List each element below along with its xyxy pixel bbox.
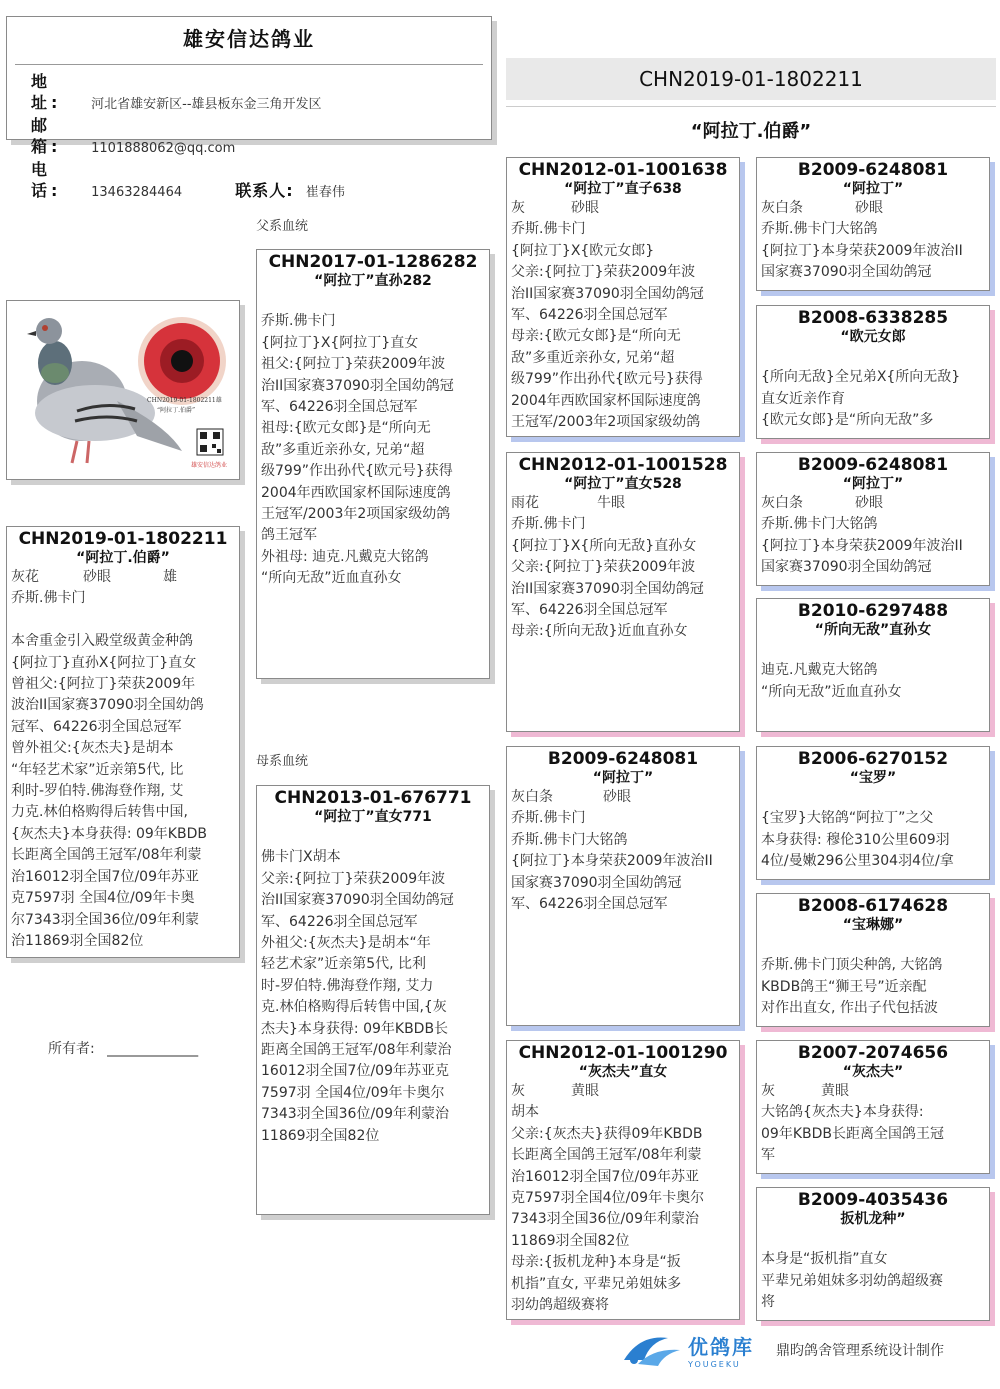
dam-dam-card bbox=[506, 1040, 740, 1320]
dam-name: “阿拉丁”直女771 bbox=[314, 809, 432, 825]
main-ring-number: CHN2019-01-1802211 bbox=[506, 58, 996, 100]
dam-dam-name: “灰杰夫”直女 bbox=[578, 1064, 668, 1080]
sire-sire-line: 军、64226羽全国总冠军 bbox=[511, 307, 668, 324]
gg5-line bbox=[761, 787, 985, 808]
dam-dam-ring: CHN2012-01-1001290 bbox=[518, 1043, 728, 1063]
dam-dam-color: 灰 bbox=[511, 1083, 525, 1099]
sire-line: 乔斯.佛卡门 bbox=[261, 313, 336, 330]
gg3-ring: B2009-6248081 bbox=[797, 455, 949, 475]
gg4-line bbox=[761, 639, 985, 660]
sire-sire-line: 父亲:{阿拉丁}荣获2009年波 bbox=[511, 264, 696, 281]
sire-name: “阿拉丁”直孙282 bbox=[314, 273, 432, 289]
company-title: 雄安信达鸽业 bbox=[183, 27, 315, 51]
sire-dam-color: 雨花 bbox=[511, 495, 539, 511]
dam-sire-line: 国家赛37090羽全国幼鸽冠 bbox=[511, 874, 682, 891]
subject-line: “年轻艺术家”近亲第5代, 比 bbox=[11, 761, 184, 778]
sire-line: {阿拉丁}X{阿拉丁}直女 bbox=[261, 334, 419, 351]
dam-dam-line: 7343羽全国36位/09年利蒙治 bbox=[511, 1211, 699, 1228]
sire-line: “所向无敌”近血直孙女 bbox=[261, 570, 402, 587]
sire-line bbox=[261, 290, 485, 311]
gg1-traits-row bbox=[761, 198, 985, 219]
gg7-ring: B2007-2074656 bbox=[797, 1043, 949, 1063]
dam-sire-details bbox=[507, 787, 739, 915]
gg3-line: 国家赛37090羽全国幼鸽冠 bbox=[761, 559, 932, 576]
sire-sire-traits-row bbox=[511, 198, 735, 219]
main-ring-banner bbox=[506, 58, 996, 143]
address-value: 河北省雄安新区--雄县板东金三角开发区 bbox=[91, 97, 322, 112]
gg1-details bbox=[757, 198, 989, 284]
subject-line: 长距离全国鸽王冠军/08年利蒙 bbox=[11, 847, 202, 864]
dam-line: 时-罗伯特.佛海登作翔, 艾力 bbox=[261, 977, 434, 994]
dam-sire-traits-row bbox=[511, 787, 735, 808]
great-grandparent-card-3 bbox=[756, 452, 990, 586]
dam-details bbox=[257, 826, 489, 1147]
gg2-line: 直女近亲作育 bbox=[761, 390, 845, 407]
sire-sire-line: {阿拉丁}X{欧元女郎} bbox=[511, 242, 655, 259]
sire-line: 军、64226羽全国总冠军 bbox=[261, 399, 418, 416]
great-grandparent-card-7 bbox=[756, 1040, 990, 1174]
phone-row bbox=[7, 159, 491, 203]
dam-line: 7343羽全国36位/09年利蒙治 bbox=[261, 1106, 449, 1123]
subject-name: “阿拉丁.伯爵” bbox=[76, 550, 170, 566]
sire-line: 祖母:{欧元女郎}是“所向无 bbox=[261, 420, 431, 437]
dam-dam-line: 克7597羽全国4位/09年卡奥尔 bbox=[511, 1190, 705, 1207]
sire-card bbox=[256, 249, 490, 679]
subject-line: 本舍重金引入殿堂级黄金种鸽 bbox=[11, 633, 193, 650]
gg2-line: {所向无敌}全兄弟X{所向无敌} bbox=[761, 369, 961, 386]
subject-line: 克7597羽 全国4位/09年卡奥 bbox=[11, 890, 195, 907]
sire-sire-line: 级799”作出孙代{欧元号}获得 bbox=[511, 371, 703, 388]
gg8-line: 本身是“扳机指”直女 bbox=[761, 1251, 888, 1268]
gg2-name: “欧元女郎 bbox=[840, 329, 906, 345]
subject-line: 治11869羽全国82位 bbox=[11, 932, 144, 949]
dam-line: 7597羽 全国4位/09年卡奥尔 bbox=[261, 1084, 445, 1101]
gg5-name: “宝罗” bbox=[849, 770, 897, 786]
gg1-name: “阿拉丁” bbox=[842, 181, 904, 197]
gg7-traits-row bbox=[761, 1081, 985, 1102]
contact-label: 联系人: bbox=[235, 181, 294, 200]
gg1-ring: B2009-6248081 bbox=[797, 160, 949, 180]
subject-line: 力克.林伯格购得后转售中国, bbox=[11, 804, 188, 821]
gg3-name: “阿拉丁” bbox=[842, 476, 904, 492]
dam-dam-line: 11869羽全国82位 bbox=[511, 1232, 630, 1249]
gg7-line: 军 bbox=[761, 1147, 775, 1164]
email-value[interactable]: 1101888062@qq.com bbox=[91, 141, 236, 156]
subject-breeder: 乔斯.佛卡门 bbox=[11, 590, 86, 607]
address-row bbox=[7, 71, 491, 115]
dam-dam-line: 长距离全国鸽王冠军/08年利蒙 bbox=[511, 1147, 702, 1164]
gg3-eye: 砂眼 bbox=[855, 495, 883, 511]
dam-line: 治II国家赛37090羽全国幼鸽冠 bbox=[261, 892, 454, 909]
dam-line: 外祖父:{灰杰夫}是胡本“年 bbox=[261, 935, 431, 952]
sire-dam-name: “阿拉丁”直女528 bbox=[564, 476, 682, 492]
gg6-line: 乔斯.佛卡门顶尖种鸽, 大铭鸽 bbox=[761, 957, 943, 974]
gg8-details bbox=[757, 1228, 989, 1314]
gg1-color: 灰白条 bbox=[761, 200, 803, 216]
sire-line: 敌”多重近亲孙女, 兄弟“超 bbox=[261, 441, 425, 458]
gg4-details bbox=[757, 639, 989, 703]
sire-line-label: 父系血统 bbox=[256, 219, 309, 234]
dam-line: 克.林伯格购得后转售中国,{灰 bbox=[261, 999, 447, 1016]
gg5-line: {宝罗}大铭鸽“阿拉丁”之父 bbox=[761, 810, 934, 827]
gg6-ring: B2008-6174628 bbox=[797, 896, 949, 916]
sire-dam-details bbox=[507, 493, 739, 643]
sire-dam-card bbox=[506, 452, 740, 732]
dam-dam-details bbox=[507, 1081, 739, 1316]
dam-sire-line: 乔斯.佛卡门 bbox=[511, 810, 586, 827]
sire-dam-traits-row bbox=[511, 493, 735, 514]
pigeon-photo bbox=[6, 300, 240, 480]
sire-sire-ring: CHN2012-01-1001638 bbox=[518, 160, 728, 180]
dam-ring: CHN2013-01-676771 bbox=[274, 788, 472, 808]
owner-field bbox=[48, 1038, 198, 1058]
gg3-line: {阿拉丁}本身荣获2009年波治II bbox=[761, 537, 963, 554]
subject-line: 利时-罗伯特.佛海登作翔, 艾 bbox=[11, 783, 184, 800]
email-label: 邮 箱: bbox=[31, 116, 62, 156]
gg6-name: “宝琳娜” bbox=[842, 917, 904, 933]
dam-sire-line: {阿拉丁}本身荣获2009年波治II bbox=[511, 853, 713, 870]
sire-dam-line: {阿拉丁}X{所向无敌}直孙女 bbox=[511, 537, 697, 554]
dam-card bbox=[256, 785, 490, 1215]
dam-dam-eye: 黄眼 bbox=[571, 1083, 599, 1099]
subject-details bbox=[7, 567, 239, 952]
gg8-line bbox=[761, 1228, 985, 1249]
dam-sire-eye: 砂眼 bbox=[603, 789, 631, 805]
subject-ring: CHN2019-01-1802211 bbox=[18, 529, 228, 549]
dam-sire-name: “阿拉丁” bbox=[592, 770, 654, 786]
gg1-line: 国家赛37090羽全国幼鸽冠 bbox=[761, 264, 932, 281]
footer-credit: 鼎昀鸽舍管理系统设计制作 bbox=[776, 1343, 944, 1359]
gg7-name: “灰杰夫” bbox=[842, 1064, 904, 1080]
subject-line: 曾外祖父:{灰杰夫}是胡本 bbox=[11, 740, 174, 757]
gg4-line: 迪克.凡戴克大铭鸽 bbox=[761, 662, 878, 679]
dam-dam-line: 母亲:{扳机龙种}本身是“扳 bbox=[511, 1254, 681, 1271]
dam-dam-line: 胡本 bbox=[511, 1104, 539, 1121]
subject-color: 灰花 bbox=[11, 569, 39, 585]
dam-line: 距离全国鸽王冠军/08年利蒙治 bbox=[261, 1042, 452, 1059]
gg7-details bbox=[757, 1081, 989, 1167]
subject-line: 冠军、64226羽全国总冠军 bbox=[11, 718, 182, 735]
dam-line: 轻艺术家”近亲第5代, 比利 bbox=[261, 956, 427, 973]
gg1-line: {阿拉丁}本身荣获2009年波治II bbox=[761, 242, 963, 259]
phone-value[interactable]: 13463284464 bbox=[91, 185, 183, 200]
pigeon-photo-illustration bbox=[7, 301, 239, 479]
brand-subtitle: YOUGEKU bbox=[688, 1360, 741, 1369]
dam-line: 杰夫}本身获得: 09年KBDB长 bbox=[261, 1020, 449, 1037]
sire-dam-line: 军、64226羽全国总冠军 bbox=[511, 602, 668, 619]
gg5-line: 4位/曼嫩296公里304羽4位/拿 bbox=[761, 853, 954, 870]
subject-pigeon-card bbox=[6, 526, 240, 958]
owner-blank[interactable]: _____________ bbox=[107, 1041, 199, 1057]
gg2-ring: B2008-6338285 bbox=[797, 308, 949, 328]
sire-line: 治II国家赛37090羽全国幼鸽冠 bbox=[261, 377, 454, 394]
great-grandparent-card-4 bbox=[756, 598, 990, 732]
subject-eye: 砂眼 bbox=[83, 569, 111, 585]
dam-dam-line: 机指”直女, 平辈兄弟姐妹多 bbox=[511, 1275, 682, 1292]
brand-name: 优鸽库 bbox=[688, 1335, 754, 1359]
sire-details bbox=[257, 290, 489, 590]
subject-line: {阿拉丁}直孙X{阿拉丁}直女 bbox=[11, 654, 197, 671]
sire-dam-line: 父亲:{阿拉丁}荣获2009年波 bbox=[511, 559, 696, 576]
sire-sire-card bbox=[506, 157, 740, 437]
sire-sire-line: 母亲:{欧元女郎}是“所向无 bbox=[511, 328, 681, 345]
sire-dam-eye: 牛眼 bbox=[597, 495, 625, 511]
gg8-ring: B2009-4035436 bbox=[797, 1190, 949, 1210]
gg3-details bbox=[757, 493, 989, 579]
sire-sire-name: “阿拉丁”直子638 bbox=[564, 181, 682, 197]
great-grandparent-card-6 bbox=[756, 893, 990, 1027]
sire-line: 级799”作出孙代{欧元号}获得 bbox=[261, 463, 453, 480]
dam-sire-line: 乔斯.佛卡门大铭鸽 bbox=[511, 831, 628, 848]
great-grandparent-card-1 bbox=[756, 157, 990, 291]
gg7-line: 09年KBDB长距离全国鸽王冠 bbox=[761, 1125, 944, 1142]
owner-label: 所有者: bbox=[48, 1041, 95, 1057]
subject-traits-row bbox=[11, 567, 235, 588]
sire-dam-line: 乔斯.佛卡门 bbox=[511, 516, 586, 533]
gg3-traits-row bbox=[761, 493, 985, 514]
subject-sex: 雄 bbox=[163, 569, 177, 585]
gg2-line bbox=[761, 346, 985, 367]
phone-label: 电 话: bbox=[31, 160, 62, 200]
contact-value: 崔春伟 bbox=[305, 185, 345, 200]
sire-line: 祖父:{阿拉丁}荣获2009年波 bbox=[261, 356, 446, 373]
sire-dam-line: 母亲:{所向无敌}近血直孙女 bbox=[511, 623, 688, 640]
gg3-line: 乔斯.佛卡门大铭鸽 bbox=[761, 516, 878, 533]
gg7-line: 大铭鸽{灰杰夫}本身获得: bbox=[761, 1104, 924, 1121]
dam-dam-line: 羽幼鸽超级赛将 bbox=[511, 1297, 609, 1314]
gg8-name: 扳机龙种” bbox=[840, 1211, 906, 1227]
gg2-line: {欧元女郎}是“所向无敌”多 bbox=[761, 412, 934, 429]
sire-sire-line: 乔斯.佛卡门 bbox=[511, 221, 586, 238]
dam-line bbox=[261, 826, 485, 847]
email-row bbox=[7, 115, 491, 159]
gg6-line bbox=[761, 934, 985, 955]
main-pigeon-name: “阿拉丁.伯爵” bbox=[690, 121, 812, 142]
sire-line: 外祖母: 迪克.凡戴克大铭鸽 bbox=[261, 548, 429, 565]
gg6-line: KBDB鸽王“狮王号”近亲配 bbox=[761, 978, 927, 995]
sire-line: 2004年西欧国家杯国际速度鸽 bbox=[261, 484, 451, 501]
sire-sire-line: 敌”多重近亲孙女, 兄弟“超 bbox=[511, 349, 675, 366]
gg2-details bbox=[757, 346, 989, 432]
footer-brand bbox=[620, 1330, 944, 1370]
dam-sire-line: 军、64226羽全国总冠军 bbox=[511, 896, 668, 913]
sire-sire-details bbox=[507, 198, 739, 433]
gg5-details bbox=[757, 787, 989, 873]
subject-line: {灰杰夫}本身获得: 09年KBDB bbox=[11, 825, 207, 842]
sire-line: 王冠军/2003年2项国家级幼鸽 bbox=[261, 506, 451, 523]
dam-line: 16012羽全国7位/09年苏亚克 bbox=[261, 1063, 449, 1080]
gg3-color: 灰白条 bbox=[761, 495, 803, 511]
gg5-ring: B2006-6270152 bbox=[797, 749, 949, 769]
great-grandparent-card-5 bbox=[756, 746, 990, 880]
photo-caption-name: “阿拉丁.伯爵” bbox=[157, 407, 196, 414]
sire-line: 鸽王冠军 bbox=[261, 527, 317, 544]
photo-caption-ring: CHN2019-01-1802211雄 bbox=[147, 397, 222, 404]
subject-line: 尔7343羽全国36位/09年利蒙 bbox=[11, 911, 199, 928]
gg8-line: 将 bbox=[761, 1294, 775, 1311]
address-label: 地 址: bbox=[31, 72, 62, 112]
company-info-card bbox=[6, 16, 492, 200]
photo-caption-brand: 雄安信达鸽业 bbox=[191, 462, 228, 469]
gg6-line: 对作出直女, 作出子代包括波 bbox=[761, 1000, 938, 1017]
sire-ring: CHN2017-01-1286282 bbox=[268, 252, 478, 272]
gg1-eye: 砂眼 bbox=[855, 200, 883, 216]
sire-sire-color: 灰 bbox=[511, 200, 525, 216]
dam-sire-ring: B2009-6248081 bbox=[547, 749, 699, 769]
divider bbox=[15, 64, 483, 65]
sire-dam-ring: CHN2012-01-1001528 bbox=[518, 455, 728, 475]
dam-line: 11869羽全国82位 bbox=[261, 1127, 380, 1144]
great-grandparent-card-8 bbox=[756, 1187, 990, 1321]
great-grandparent-card-2 bbox=[756, 305, 990, 439]
gg6-details bbox=[757, 934, 989, 1020]
dam-line-label: 母系血统 bbox=[256, 754, 309, 769]
dam-sire-color: 灰白条 bbox=[511, 789, 553, 805]
sire-sire-line: 治II国家赛37090羽全国幼鸽冠 bbox=[511, 285, 704, 302]
brand-logo-icon bbox=[620, 1330, 684, 1370]
gg1-line: 乔斯.佛卡门大铭鸽 bbox=[761, 221, 878, 238]
gg4-line: “所向无敌”近血直孙女 bbox=[761, 683, 902, 700]
subject-line: 波治II国家赛37090羽全国幼鸽 bbox=[11, 697, 204, 714]
gg4-ring: B2010-6297488 bbox=[797, 601, 949, 621]
sire-sire-line: 王冠军/2003年2项国家级幼鸽 bbox=[511, 414, 701, 431]
gg7-color: 灰 bbox=[761, 1083, 775, 1099]
dam-line: 父亲:{阿拉丁}荣获2009年波 bbox=[261, 870, 446, 887]
dam-dam-traits-row bbox=[511, 1081, 735, 1102]
dam-line: 佛卡门X胡本 bbox=[261, 849, 341, 866]
dam-line: 军、64226羽全国总冠军 bbox=[261, 913, 418, 930]
dam-sire-card bbox=[506, 746, 740, 1026]
subject-line: 治16012羽全国7位/09年苏亚 bbox=[11, 868, 199, 885]
sire-dam-line: 治II国家赛37090羽全国幼鸽冠 bbox=[511, 580, 704, 597]
sire-sire-eye: 砂眼 bbox=[571, 200, 599, 216]
gg4-name: “所向无敌”直孙女 bbox=[814, 622, 932, 638]
gg8-line: 平辈兄弟姐妹多羽幼鸽超级赛 bbox=[761, 1272, 943, 1289]
gg5-line: 本身获得: 穆伦310公里609羽 bbox=[761, 831, 950, 848]
subject-line: 曾祖父:{阿拉丁}荣获2009年 bbox=[11, 676, 196, 693]
dam-dam-line: 父亲:{灰杰夫}获得09年KBDB bbox=[511, 1125, 703, 1142]
sire-sire-line: 2004年西欧国家杯国际速度鸽 bbox=[511, 392, 701, 409]
gg7-eye: 黄眼 bbox=[821, 1083, 849, 1099]
dam-dam-line: 治16012羽全国7位/09年苏亚 bbox=[511, 1168, 699, 1185]
